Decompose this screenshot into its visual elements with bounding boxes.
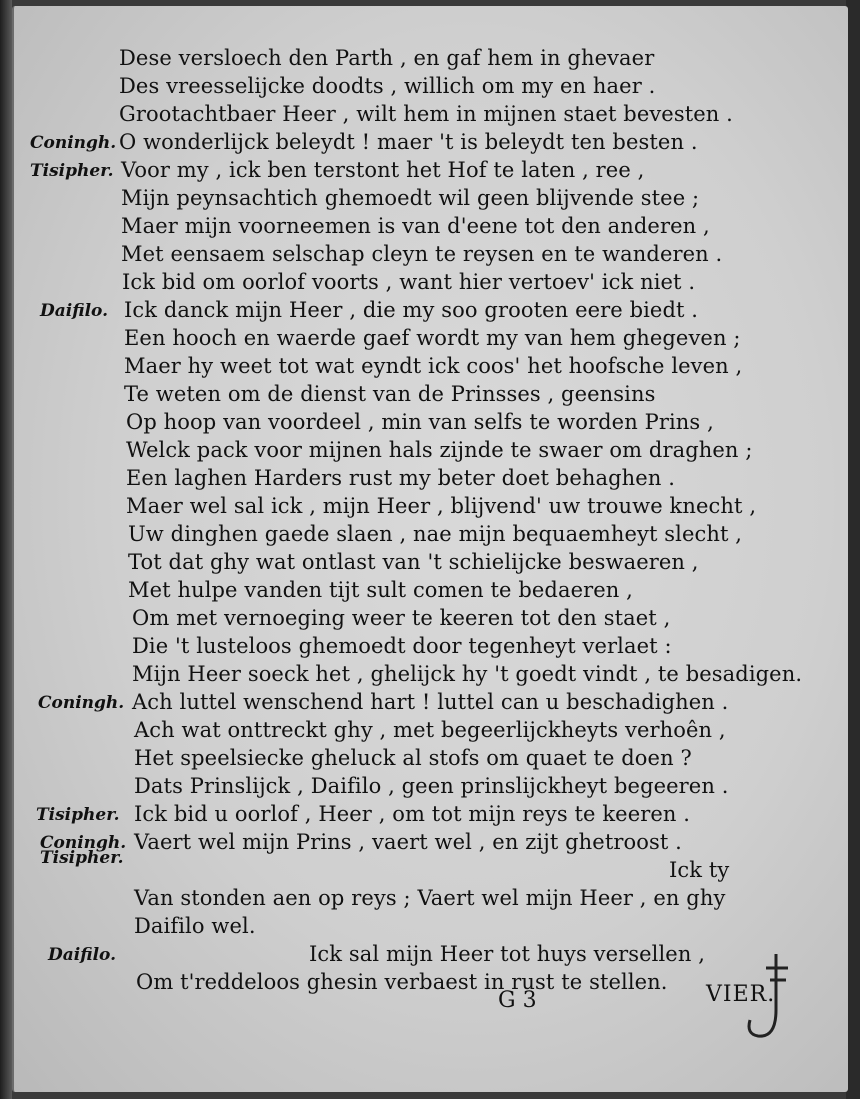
speaker-label: Coningh.	[30, 133, 117, 153]
book-gutter	[0, 0, 12, 1099]
speaker-label: Tisipher.	[36, 805, 120, 825]
verse-line: Een hooch en waerde gaef wordt my van hem ghegeven ;	[124, 326, 741, 350]
verse-line: Dese versloech den Parth , en gaf hem in ghevaer	[119, 46, 655, 70]
verse-line: Mijn peynsachtich ghemoedt wil geen blijvende stee ;	[121, 186, 700, 210]
verse-line: Maer wel sal ick , mijn Heer , blijvend' uw trouwe knecht ,	[126, 494, 757, 518]
verse-line: Maer mijn voorneemen is van d'eene tot den anderen ,	[121, 214, 710, 238]
speaker-label: Tisipher.	[30, 161, 114, 181]
verse-line: Daifilo wel.	[134, 914, 256, 938]
verse-line: Ick danck mijn Heer , die my soo grooten eere biedt .	[124, 298, 699, 322]
verse-line: Ach luttel wenschend hart ! luttel can u beschadighen .	[132, 690, 729, 714]
verse-line: Die 't lusteloos ghemoedt door tegenheyt verlaet :	[132, 634, 672, 658]
verse-line: Te weten om de dienst van de Prinsses , geensins	[124, 382, 656, 406]
verse-line: Ick bid u oorlof , Heer , om tot mijn reys te keeren .	[134, 802, 691, 826]
verse-line: Een laghen Harders rust my beter doet behaghen .	[126, 466, 675, 490]
catchword: VIER.	[706, 982, 776, 1007]
verse-line: Om met vernoeging weer te keeren tot den staet ,	[132, 606, 671, 630]
verse-line: Grootachtbaer Heer , wilt hem in mijnen staet bevesten .	[119, 102, 733, 126]
verse-line: Ick bid om oorlof voorts , want hier vertoev' ick niet .	[122, 270, 696, 294]
verse-line: Om t'reddeloos ghesin verbaest in rust te stellen.	[136, 970, 668, 994]
verse-line: Tot dat ghy wat ontlast van 't schielijcke beswaeren ,	[128, 550, 699, 574]
verse-line: Maer hy weet tot wat eyndt ick coos' het hoofsche leven ,	[124, 354, 743, 378]
verse-line: Vaert wel mijn Prins , vaert wel , en zijt ghetroost .	[134, 830, 682, 854]
verse-line: O wonderlijck beleydt ! maer 't is beleydt ten besten .	[119, 130, 698, 154]
verse-line: Welck pack voor mijnen hals zijnde te swaer om draghen ;	[126, 438, 753, 462]
speaker-label: Tisipher.	[40, 848, 124, 868]
verse-line: Ach wat onttreckt ghy , met begeerlijckheyts verhoên ,	[134, 718, 726, 742]
verse-line: Op hoop van voordeel , min van selfs te worden Prins ,	[126, 410, 714, 434]
speaker-label: Coningh.	[40, 833, 127, 853]
verse-line: Ick ty	[669, 858, 730, 882]
verse-line: Ick sal mijn Heer tot huys versellen ,	[309, 942, 706, 966]
verse-line: Voor my , ick ben terstont het Hof te laten , ree ,	[121, 158, 645, 182]
verse-line: Het speelsiecke gheluck al stofs om quaet te doen ?	[134, 746, 692, 770]
verse-line: Met hulpe vanden tijt sult comen te bedaeren ,	[128, 578, 633, 602]
verse-line: Dats Prinslijck , Daifilo , geen prinslijckheyt begeeren .	[134, 774, 729, 798]
verse-line: Van stonden aen op reys ; Vaert wel mijn Heer , en ghy	[134, 886, 726, 910]
book-page	[12, 6, 848, 1092]
verse-line: Met eensaem selschap cleyn te reysen en te wanderen .	[121, 242, 723, 266]
speaker-label: Coningh.	[38, 693, 125, 713]
page-signature: G 3	[498, 988, 537, 1013]
verse-line: Des vreesselijcke doodts , willich om my en haer .	[119, 74, 656, 98]
speaker-label: Daifilo.	[40, 301, 108, 321]
verse-line: Mijn Heer soeck het , ghelijck hy 't goedt vindt , te besadigen.	[132, 662, 803, 686]
page-edge	[846, 0, 860, 1099]
ink-mark-icon	[736, 950, 796, 1050]
speaker-label: Daifilo.	[48, 945, 116, 965]
verse-line: Uw dinghen gaede slaen , nae mijn bequaemheyt slecht ,	[128, 522, 743, 546]
